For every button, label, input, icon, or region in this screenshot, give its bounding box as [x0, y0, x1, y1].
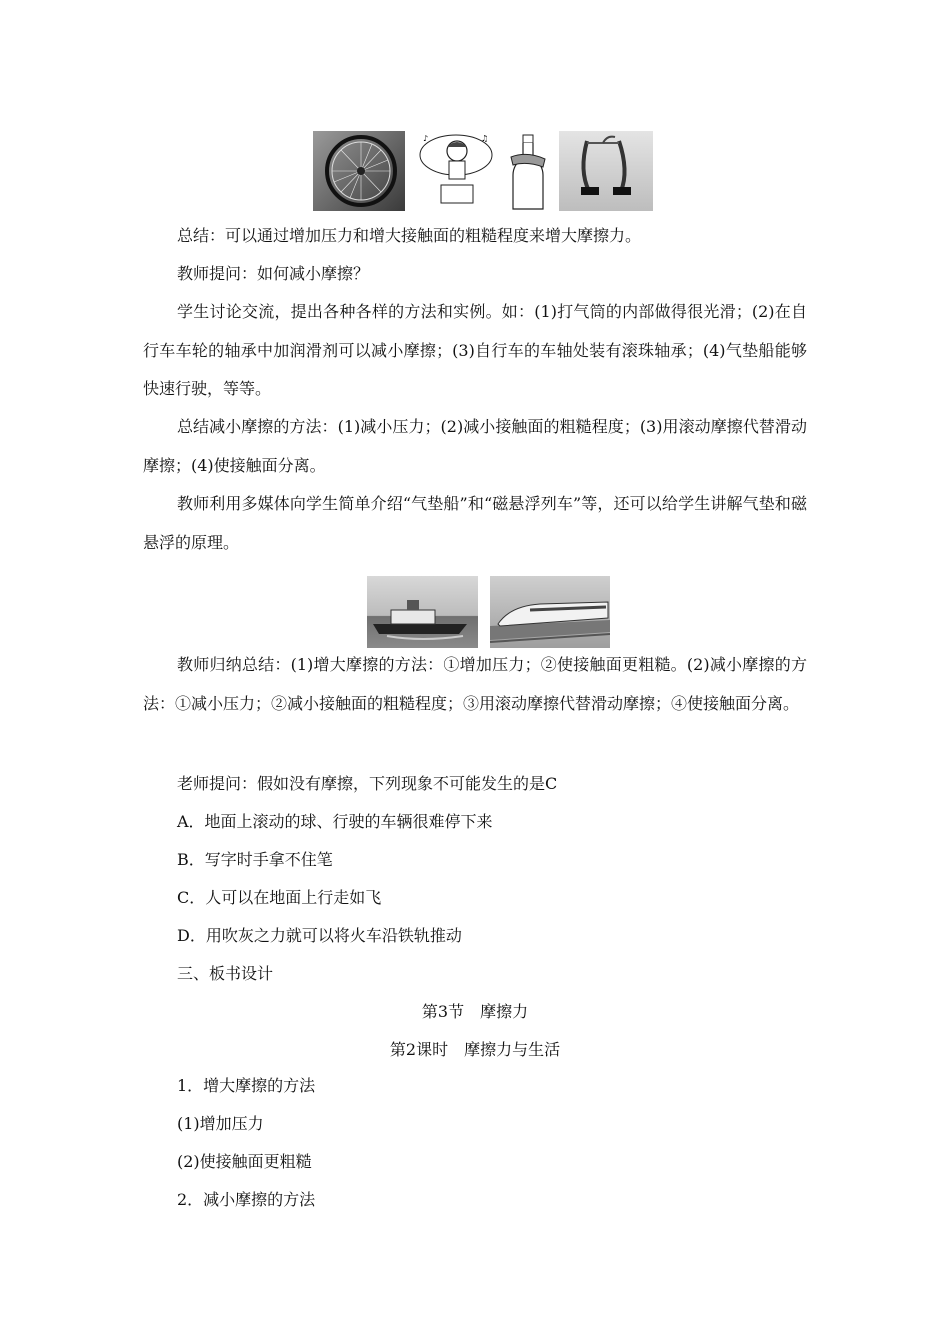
- child-on-drum-image: [415, 127, 497, 211]
- maglev-train-image: [490, 576, 610, 648]
- quiz-option-d: D．用吹灰之力就可以将火车沿铁轨推动: [177, 926, 462, 945]
- paragraph-teacher-quiz: 老师提问：假如没有摩擦，下列现象不可能发生的是C: [177, 774, 558, 793]
- board-item-increase: 1．增大摩擦的方法: [177, 1076, 316, 1095]
- paragraph-teacher-question: 教师提问：如何减小摩擦？: [177, 264, 370, 283]
- bottle-in-hand-image: [507, 133, 549, 211]
- paragraph-summary-increase: 总结：可以通过增加压力和增大接触面的粗糙程度来增大摩擦力。: [177, 226, 642, 245]
- bicycle-wheel-image: [313, 131, 405, 211]
- paragraph-student-discussion: 学生讨论交流，提出各种各样的方法和实例。如：(1)打气筒的内部做得很光滑；(2)在自行车车轮的轴承中加润滑剂可以减小摩擦；(3)自行车的车轴处装有滚珠轴承；(4)气垫船能够快速行驶，等等。: [143, 302, 807, 398]
- svg-text:♫: ♫: [481, 134, 489, 143]
- board-subtitle: 第2课时 摩擦力与生活: [389, 1040, 561, 1059]
- board-title: 第3节 摩擦力: [421, 1002, 529, 1021]
- paragraph-multimedia-intro: 教师利用多媒体向学生简单介绍“气垫船”和“磁悬浮列车”等，还可以给学生讲解气垫和磁悬浮的原理。: [143, 494, 807, 552]
- quiz-option-b: B．写字时手拿不住笔: [177, 850, 333, 869]
- paragraph-teacher-conclusion: 教师归纳总结：(1)增大摩擦的方法：①增加压力；②使接触面更粗糙。(2)减小摩擦的方法：①减小压力；②减小接触面的粗糙程度；③用滚动摩擦代替滑动摩擦；④使接触面分离。: [143, 655, 807, 713]
- board-item-reduce: 2．减小摩擦的方法: [177, 1190, 316, 1209]
- figure-row-middle: [367, 576, 610, 648]
- svg-text:♪: ♪: [423, 134, 429, 143]
- quiz-option-c: C．人可以在地面上行走如飞: [177, 888, 382, 907]
- hovercraft-image: [367, 576, 478, 648]
- board-item-increase-2: (2)使接触面更粗糙: [177, 1152, 312, 1171]
- figure-row-top: [313, 127, 653, 211]
- board-item-increase-1: (1)增加压力: [177, 1114, 264, 1133]
- paragraph-summary-reduce: 总结减小摩擦的方法：(1)减小压力；(2)减小接触面的粗糙程度；(3)用滚动摩擦代替滑动摩擦；(4)使接触面分离。: [143, 417, 807, 475]
- bicycle-brake-image: [559, 131, 653, 211]
- quiz-option-a: A．地面上滚动的球、行驶的车辆很难停下来: [177, 812, 493, 831]
- section-heading-board-design: 三、板书设计: [177, 964, 274, 983]
